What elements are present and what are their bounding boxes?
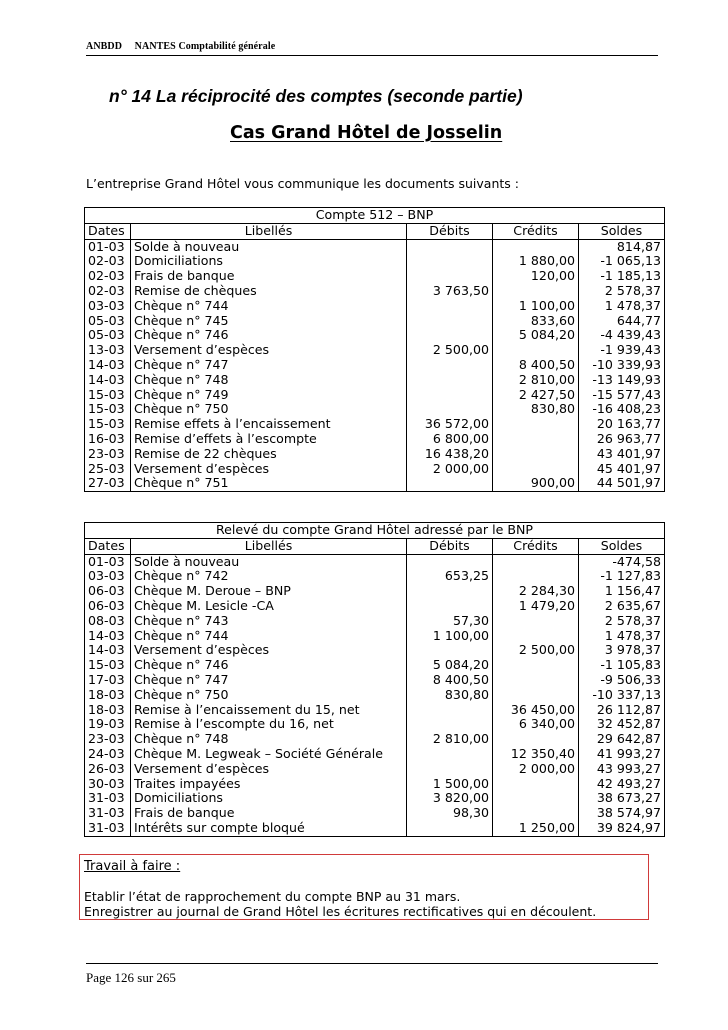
cell-solde: 1 156,47	[579, 584, 665, 599]
cell-debit: 1 100,00	[407, 629, 493, 644]
work-instruction: Etablir l’état de rapprochement du compte BNP au 31 mars.	[84, 889, 461, 904]
cell-date: 05-03	[85, 328, 131, 343]
cell-credit	[493, 462, 579, 477]
cell-date: 02-03	[85, 254, 131, 269]
cell-solde: 26 112,87	[579, 703, 665, 718]
cell-date: 14-03	[85, 358, 131, 373]
cell-solde: 2 578,37	[579, 614, 665, 629]
cell-libelle: Versement d’espèces	[131, 462, 407, 477]
cell-credit	[493, 447, 579, 462]
cell-date: 15-03	[85, 402, 131, 417]
cell-libelle: Frais de banque	[131, 269, 407, 284]
cell-libelle: Domiciliations	[131, 254, 407, 269]
bnp-account-table	[84, 207, 665, 492]
cell-libelle: Chèque n° 750	[131, 688, 407, 703]
table-row	[85, 476, 665, 491]
cell-solde: -16 408,23	[579, 402, 665, 417]
cell-libelle: Chèque n° 748	[131, 373, 407, 388]
cell-libelle: Chèque n° 744	[131, 629, 407, 644]
table-row	[85, 314, 665, 329]
cell-credit: 120,00	[493, 269, 579, 284]
table-row	[85, 821, 665, 836]
cell-solde: -1 105,83	[579, 658, 665, 673]
cell-libelle: Chèque M. Lesicle -CA	[131, 599, 407, 614]
page-header	[86, 41, 285, 52]
table-row	[85, 717, 665, 732]
col-header-credits: Crédits	[493, 223, 579, 239]
cell-debit: 3 820,00	[407, 791, 493, 806]
cell-date: 23-03	[85, 447, 131, 462]
cell-credit: 2 500,00	[493, 643, 579, 658]
cell-credit: 900,00	[493, 476, 579, 491]
cell-date: 05-03	[85, 314, 131, 329]
cell-credit: 2 427,50	[493, 388, 579, 403]
cell-libelle: Domiciliations	[131, 791, 407, 806]
cell-date: 17-03	[85, 673, 131, 688]
footer-rule	[86, 963, 658, 964]
cell-libelle: Versement d’espèces	[131, 643, 407, 658]
cell-date: 14-03	[85, 629, 131, 644]
col-header-debits: Débits	[407, 223, 493, 239]
cell-debit: 6 800,00	[407, 432, 493, 447]
table-row	[85, 584, 665, 599]
cell-debit	[407, 703, 493, 718]
cell-credit	[493, 806, 579, 821]
cell-solde: 32 452,87	[579, 717, 665, 732]
cell-date: 27-03	[85, 476, 131, 491]
cell-date: 03-03	[85, 299, 131, 314]
work-to-do-box	[79, 854, 649, 920]
cell-libelle: Chèque n° 745	[131, 314, 407, 329]
cell-libelle: Chèque M. Legweak – Société Générale	[131, 747, 407, 762]
cell-date: 16-03	[85, 432, 131, 447]
cell-date: 01-03	[85, 554, 131, 569]
cell-libelle: Chèque n° 750	[131, 402, 407, 417]
cell-credit	[493, 791, 579, 806]
cell-solde: -1 127,83	[579, 569, 665, 584]
cell-credit	[493, 417, 579, 432]
table-row	[85, 373, 665, 388]
cell-date: 01-03	[85, 239, 131, 254]
cell-date: 15-03	[85, 417, 131, 432]
cell-debit	[407, 584, 493, 599]
table-row	[85, 569, 665, 584]
cell-date: 02-03	[85, 284, 131, 299]
col-header-libelles: Libellés	[131, 223, 407, 239]
cell-debit	[407, 554, 493, 569]
cell-debit	[407, 358, 493, 373]
table-row	[85, 614, 665, 629]
table-row	[85, 599, 665, 614]
cell-credit: 6 340,00	[493, 717, 579, 732]
cell-credit	[493, 629, 579, 644]
cell-solde: -1 939,43	[579, 343, 665, 358]
cell-libelle: Solde à nouveau	[131, 554, 407, 569]
col-header-soldes: Soldes	[579, 538, 665, 554]
table-row	[85, 358, 665, 373]
table-row	[85, 732, 665, 747]
cell-libelle: Frais de banque	[131, 806, 407, 821]
cell-debit: 5 084,20	[407, 658, 493, 673]
cell-date: 14-03	[85, 373, 131, 388]
table-row	[85, 703, 665, 718]
cell-debit	[407, 314, 493, 329]
table-row	[85, 447, 665, 462]
cell-debit: 36 572,00	[407, 417, 493, 432]
cell-solde: 20 163,77	[579, 417, 665, 432]
cell-solde: 38 574,97	[579, 806, 665, 821]
table-row	[85, 432, 665, 447]
cell-date: 06-03	[85, 599, 131, 614]
col-header-dates: Dates	[85, 223, 131, 239]
cell-libelle: Chèque n° 746	[131, 658, 407, 673]
cell-date: 02-03	[85, 269, 131, 284]
table-row	[85, 791, 665, 806]
cell-libelle: Versement d’espèces	[131, 343, 407, 358]
table-row	[85, 462, 665, 477]
table-row	[85, 328, 665, 343]
cell-libelle: Versement d’espèces	[131, 762, 407, 777]
cell-credit: 2 810,00	[493, 373, 579, 388]
cell-date: 18-03	[85, 703, 131, 718]
cell-debit	[407, 299, 493, 314]
cell-solde: 44 501,97	[579, 476, 665, 491]
table-row	[85, 658, 665, 673]
cell-date: 30-03	[85, 777, 131, 792]
cell-date: 25-03	[85, 462, 131, 477]
cell-date: 19-03	[85, 717, 131, 732]
cell-debit: 57,30	[407, 614, 493, 629]
cell-solde: 29 642,87	[579, 732, 665, 747]
cell-credit	[493, 732, 579, 747]
cell-libelle: Remise d’effets à l’escompte	[131, 432, 407, 447]
cell-solde: 43 993,27	[579, 762, 665, 777]
cell-credit: 830,80	[493, 402, 579, 417]
table-row	[85, 254, 665, 269]
cell-debit	[407, 373, 493, 388]
col-header-credits: Crédits	[493, 538, 579, 554]
table-row	[85, 388, 665, 403]
cell-date: 03-03	[85, 569, 131, 584]
cell-credit: 5 084,20	[493, 328, 579, 343]
cell-debit	[407, 402, 493, 417]
cell-debit	[407, 717, 493, 732]
cell-libelle: Chèque M. Deroue – BNP	[131, 584, 407, 599]
table-row	[85, 417, 665, 432]
cell-solde: 26 963,77	[579, 432, 665, 447]
table-row	[85, 299, 665, 314]
cell-solde: 39 824,97	[579, 821, 665, 836]
cell-solde: -13 149,93	[579, 373, 665, 388]
cell-date: 24-03	[85, 747, 131, 762]
table-row	[85, 239, 665, 254]
cell-libelle: Chèque n° 748	[131, 732, 407, 747]
cell-date: 15-03	[85, 388, 131, 403]
col-header-debits: Débits	[407, 538, 493, 554]
cell-debit: 16 438,20	[407, 447, 493, 462]
cell-credit: 36 450,00	[493, 703, 579, 718]
cell-date: 15-03	[85, 658, 131, 673]
cell-libelle: Chèque n° 742	[131, 569, 407, 584]
cell-solde: 3 978,37	[579, 643, 665, 658]
cell-solde: 42 493,27	[579, 777, 665, 792]
cell-solde: 814,87	[579, 239, 665, 254]
cell-solde: 2 578,37	[579, 284, 665, 299]
cell-credit: 12 350,40	[493, 747, 579, 762]
cell-date: 14-03	[85, 643, 131, 658]
cell-libelle: Chèque n° 747	[131, 673, 407, 688]
cell-solde: 1 478,37	[579, 629, 665, 644]
cell-credit	[493, 554, 579, 569]
work-title: Travail à faire :	[84, 859, 181, 874]
cell-debit	[407, 599, 493, 614]
cell-debit: 2 000,00	[407, 462, 493, 477]
cell-solde: 45 401,97	[579, 462, 665, 477]
cell-solde: -1 065,13	[579, 254, 665, 269]
cell-debit	[407, 328, 493, 343]
cell-solde: -474,58	[579, 554, 665, 569]
cell-libelle: Traites impayées	[131, 777, 407, 792]
cell-debit: 653,25	[407, 569, 493, 584]
cell-libelle: Remise à l’encaissement du 15, net	[131, 703, 407, 718]
cell-date: 26-03	[85, 762, 131, 777]
table-row	[85, 673, 665, 688]
cell-solde: -15 577,43	[579, 388, 665, 403]
cell-date: 23-03	[85, 732, 131, 747]
chapter-title: n° 14 La réciprocité des comptes (seconde partie)	[109, 86, 523, 106]
table-row	[85, 777, 665, 792]
cell-solde: -1 185,13	[579, 269, 665, 284]
cell-libelle: Chèque n° 747	[131, 358, 407, 373]
cell-solde: 2 635,67	[579, 599, 665, 614]
cell-credit	[493, 432, 579, 447]
cell-solde: 644,77	[579, 314, 665, 329]
table-row	[85, 343, 665, 358]
table-row	[85, 402, 665, 417]
cell-debit	[407, 762, 493, 777]
table-row	[85, 629, 665, 644]
cell-credit: 2 284,30	[493, 584, 579, 599]
cell-solde: 41 993,27	[579, 747, 665, 762]
cell-libelle: Chèque n° 751	[131, 476, 407, 491]
cell-date: 31-03	[85, 806, 131, 821]
cell-date: 31-03	[85, 791, 131, 806]
cell-debit	[407, 239, 493, 254]
cell-libelle: Chèque n° 749	[131, 388, 407, 403]
cell-credit: 1 100,00	[493, 299, 579, 314]
cell-debit	[407, 643, 493, 658]
cell-credit: 833,60	[493, 314, 579, 329]
cell-libelle: Solde à nouveau	[131, 239, 407, 254]
cell-solde: -9 506,33	[579, 673, 665, 688]
cell-solde: 38 673,27	[579, 791, 665, 806]
work-instruction: Enregistrer au journal de Grand Hôtel les écritures rectificatives qui en découlent.	[84, 904, 597, 919]
cell-credit	[493, 284, 579, 299]
cell-debit: 830,80	[407, 688, 493, 703]
cell-date: 31-03	[85, 821, 131, 836]
cell-debit	[407, 388, 493, 403]
page-footer: Page 126 sur 265	[86, 970, 176, 985]
cell-credit	[493, 239, 579, 254]
cell-debit: 1 500,00	[407, 777, 493, 792]
intro-text: L’entreprise Grand Hôtel vous communique les documents suivants :	[86, 176, 519, 191]
cell-debit: 8 400,50	[407, 673, 493, 688]
cell-debit	[407, 269, 493, 284]
cell-debit: 98,30	[407, 806, 493, 821]
cell-credit	[493, 569, 579, 584]
cell-debit	[407, 254, 493, 269]
cell-debit: 3 763,50	[407, 284, 493, 299]
table-row	[85, 762, 665, 777]
table-row	[85, 643, 665, 658]
cell-libelle: Intérêts sur compte bloqué	[131, 821, 407, 836]
cell-credit: 8 400,50	[493, 358, 579, 373]
table-row	[85, 806, 665, 821]
cell-credit: 1 479,20	[493, 599, 579, 614]
cell-date: 18-03	[85, 688, 131, 703]
cell-libelle: Remise effets à l’encaissement	[131, 417, 407, 432]
table-caption: Relevé du compte Grand Hôtel adressé par le BNP	[85, 523, 665, 539]
bank-statement-table	[84, 522, 665, 837]
cell-libelle: Chèque n° 743	[131, 614, 407, 629]
header-title: NANTES Comptabilité générale	[134, 41, 276, 52]
table-row	[85, 554, 665, 569]
col-header-dates: Dates	[85, 538, 131, 554]
cell-solde: 1 478,37	[579, 299, 665, 314]
cell-debit: 2 500,00	[407, 343, 493, 358]
cell-debit	[407, 476, 493, 491]
cell-credit	[493, 343, 579, 358]
cell-date: 13-03	[85, 343, 131, 358]
cell-debit	[407, 747, 493, 762]
cell-debit: 2 810,00	[407, 732, 493, 747]
header-org: ANBDD	[86, 41, 123, 52]
cell-solde: 43 401,97	[579, 447, 665, 462]
col-header-soldes: Soldes	[579, 223, 665, 239]
table-caption: Compte 512 – BNP	[85, 208, 665, 224]
cell-credit: 1 880,00	[493, 254, 579, 269]
table-row	[85, 747, 665, 762]
cell-solde: -10 337,13	[579, 688, 665, 703]
cell-credit: 2 000,00	[493, 762, 579, 777]
table-row	[85, 284, 665, 299]
cell-libelle: Chèque n° 744	[131, 299, 407, 314]
col-header-libelles: Libellés	[131, 538, 407, 554]
cell-credit	[493, 777, 579, 792]
cell-libelle: Chèque n° 746	[131, 328, 407, 343]
table-row	[85, 688, 665, 703]
cell-libelle: Remise à l’escompte du 16, net	[131, 717, 407, 732]
cell-date: 06-03	[85, 584, 131, 599]
cell-credit: 1 250,00	[493, 821, 579, 836]
cell-solde: -4 439,43	[579, 328, 665, 343]
cell-debit	[407, 821, 493, 836]
cell-credit	[493, 688, 579, 703]
cell-libelle: Remise de 22 chèques	[131, 447, 407, 462]
table-row	[85, 269, 665, 284]
header-rule	[86, 55, 658, 56]
cell-solde: -10 339,93	[579, 358, 665, 373]
cell-libelle: Remise de chèques	[131, 284, 407, 299]
cell-credit	[493, 614, 579, 629]
cell-credit	[493, 673, 579, 688]
cell-date: 08-03	[85, 614, 131, 629]
case-title: Cas Grand Hôtel de Josselin	[230, 123, 503, 143]
cell-credit	[493, 658, 579, 673]
